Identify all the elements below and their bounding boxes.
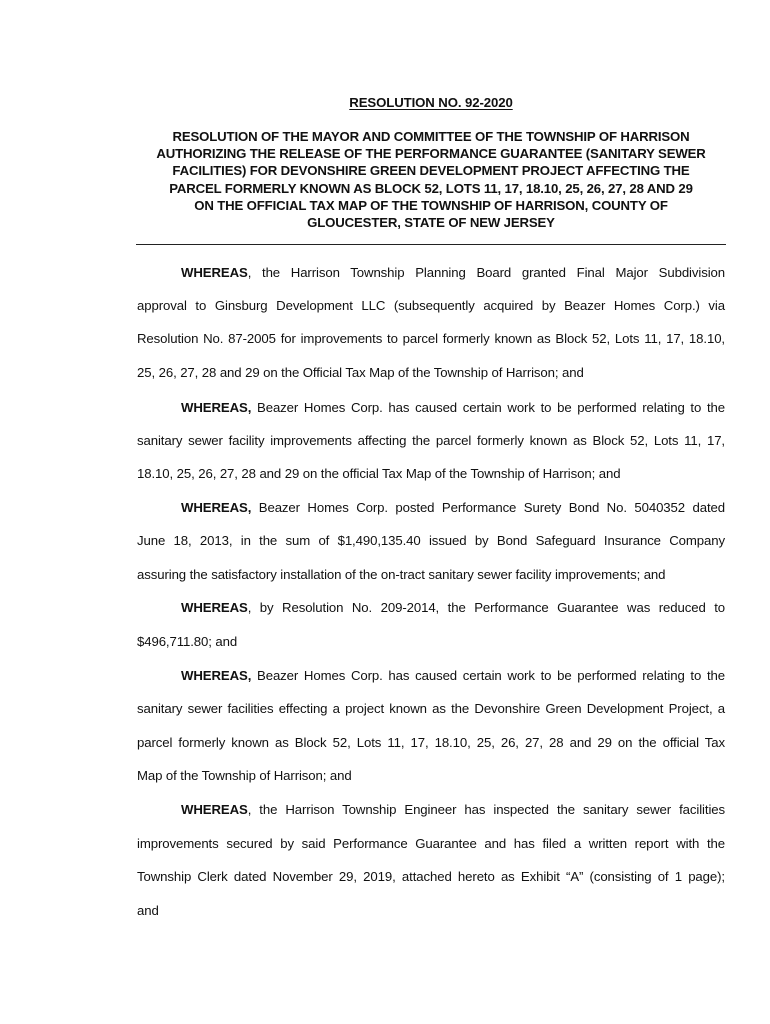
body-line: WHEREAS, Beazer Homes Corp. has caused certain work to be performed relating to the [181,400,725,415]
body-line: sanitary sewer facility improvements affecting the parcel formerly known as Block 52, Lots 11, 17, [137,433,725,448]
body-line: assuring the satisfactory installation of the on-tract sanitary sewer facility improvements; and [137,567,666,582]
resolution-number: RESOLUTION NO. 92-2020 [349,95,513,110]
title-line: ON THE OFFICIAL TAX MAP OF THE TOWNSHIP OF HARRISON, COUNTY OF [194,197,668,213]
body-line: WHEREAS, the Harrison Township Engineer has inspected the sanitary sewer facilities [181,802,725,817]
whereas-keyword: WHEREAS, [181,400,252,415]
body-line: WHEREAS, the Harrison Township Planning Board granted Final Major Subdivision [181,265,725,280]
title-line: GLOUCESTER, STATE OF NEW JERSEY [307,215,555,231]
whereas-keyword: WHEREAS [181,265,248,280]
body-line: improvements secured by said Performance Guarantee and has filed a written report with the [137,836,725,851]
body-line: Township Clerk dated November 29, 2019, attached hereto as Exhibit “A” (consisting of 1 page); [137,869,725,884]
whereas-keyword: WHEREAS [181,600,248,615]
body-line: approval to Ginsburg Development LLC (subsequently acquired by Beazer Homes Corp.) via [137,298,725,313]
body-line: 18.10, 25, 26, 27, 28 and 29 on the official Tax Map of the Township of Harrison; and [137,466,621,481]
title-line: RESOLUTION OF THE MAYOR AND COMMITTEE OF THE TOWNSHIP OF HARRISON [172,129,690,144]
body-line: Resolution No. 87-2005 for improvements to parcel formerly known as Block 52, Lots 11, 17, 18.10, [137,331,725,346]
whereas-keyword: WHEREAS, [181,668,252,683]
resolution-title [135,128,727,231]
body-line: sanitary sewer facilities effecting a project known as the Devonshire Green Development Project, a [137,701,725,716]
body-line: and [137,903,159,918]
body-line: WHEREAS, Beazer Homes Corp. has caused certain work to be performed relating to the [181,668,725,683]
body-line: WHEREAS, Beazer Homes Corp. posted Performance Surety Bond No. 5040352 dated [181,500,725,515]
body-line: $496,711.80; and [137,634,238,649]
body-line: WHEREAS, by Resolution No. 209-2014, the Performance Guarantee was reduced to [181,600,725,615]
body-line: 25, 26, 27, 28 and 29 on the Official Tax Map of the Township of Harrison; and [137,365,584,380]
title-line: PARCEL FORMERLY KNOWN AS BLOCK 52, LOTS 11, 17, 18.10, 25, 26, 27, 28 AND 29 [169,180,693,196]
whereas-keyword: WHEREAS, [181,500,252,515]
body-line: June 18, 2013, in the sum of $1,490,135.40 issued by Bond Safeguard Insurance Company [137,533,725,548]
whereas-keyword: WHEREAS [181,802,248,817]
title-divider [136,244,726,245]
body-line: Map of the Township of Harrison; and [137,768,352,783]
title-line: FACILITIES) FOR DEVONSHIRE GREEN DEVELOPMENT PROJECT AFFECTING THE [172,163,690,179]
title-line: AUTHORIZING THE RELEASE OF THE PERFORMANCE GUARANTEE (SANITARY SEWER [156,146,706,162]
body-line: parcel formerly known as Block 52, Lots 11, 17, 18.10, 25, 26, 27, 28 and 29 on the official Tax [137,735,725,750]
